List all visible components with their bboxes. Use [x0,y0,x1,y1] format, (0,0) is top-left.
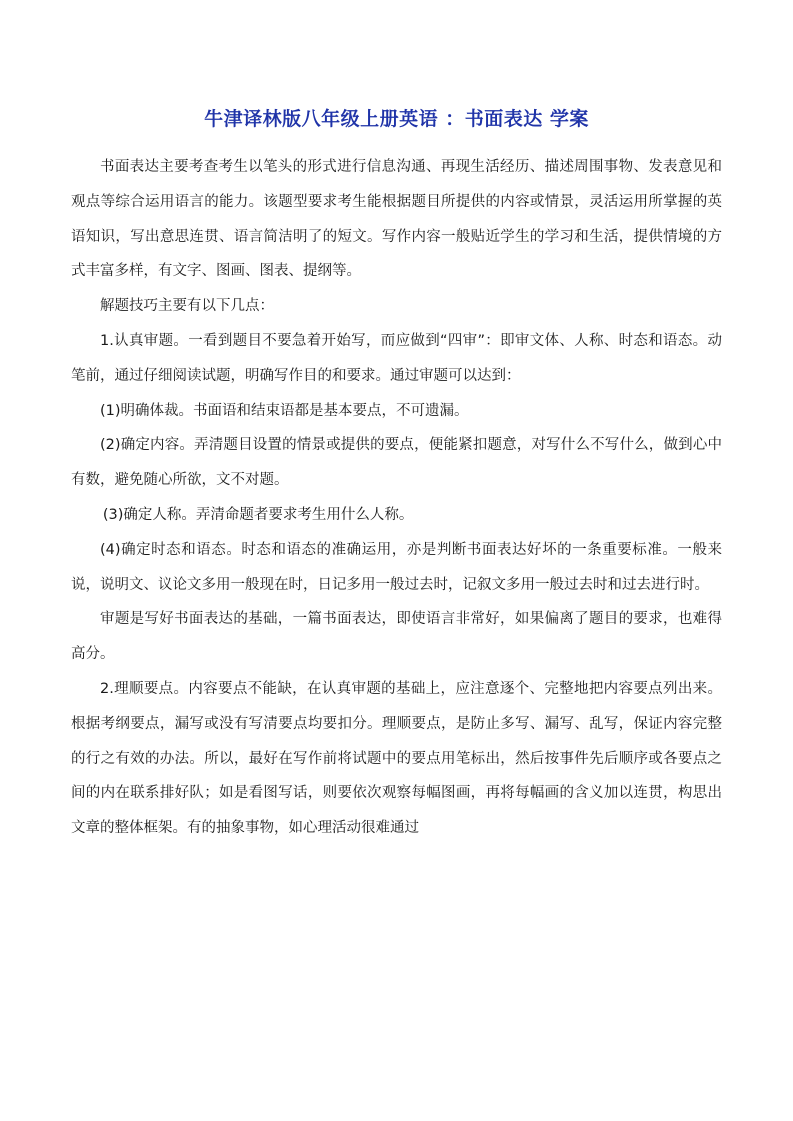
document-title: 牛津译林版八年级上册英语 ：书面表达 学案 [204,108,589,130]
paragraph-point-3: (3)确定人称。弄清命题者要求考生用什么人称。 [102,506,414,523]
paragraph-point-1: (1)明确体裁。书面语和结束语都是基本要点，不可遗漏。 [100,402,469,419]
document-body [71,150,722,846]
paragraph-tips-heading: 解题技巧主要有以下几点： [100,298,274,315]
paragraph-point-4: (4)确定时态和语态。时态和语态的准确运用，亦是判断书面表达好坏的一条重要标准。一般来说，说明文、议论文多用一般现在时，日记多用一般过去时，记叙文多用一般过去时和过去进行时。 [71,541,722,593]
paragraph-point-2: (2)确定内容。弄清题目设置的情景或提供的要点，便能紧扣题意，对写什么不写什么，做到心中有数，避免随心所欲，文不对题。 [71,437,722,489]
paragraph-review-note: 审题是写好书面表达的基础，一篇书面表达，即使语言非常好，如果偏离了题目的要求，也难得高分。 [71,611,722,663]
paragraph-step-2: 2.理顺要点。内容要点不能缺，在认真审题的基础上，应注意逐个、完整地把内容要点列出来。根据考纲要点，漏写或没有写清要点均要扣分。理顺要点，是防止多写、漏写、乱写，保证内容完整的行之有效的办法。所以，最好在写作前将试题中的要点用笔标出，然后按事件先后顺序或各要点之间的内在联系排好队；如是看图写话，则要依次观察每幅图画，再将每幅画的含义加以连贯，构思出文章的整体框架。有的抽象事物，如心理活动很难通过 [71,680,722,837]
paragraph-intro: 书面表达主要考查考生以笔头的形式进行信息沟通、再现生活经历、描述周围事物、发表意见和观点等综合运用语言的能力。该题型要求考生能根据题目所提供的内容或情景，灵活运用所掌握的英语知识，写出意思连贯、语言简洁明了的短文。写作内容一般贴近学生的学习和生活，提供情境的方式丰富多样，有文字、图画、图表、提纲等。 [71,159,722,280]
paragraph-step-1: 1.认真审题。一看到题目不要急着开始写，而应做到“四审”：即审文体、人称、时态和语态。动笔前，通过仔细阅读试题，明确写作目的和要求。通过审题可以达到： [71,332,722,384]
